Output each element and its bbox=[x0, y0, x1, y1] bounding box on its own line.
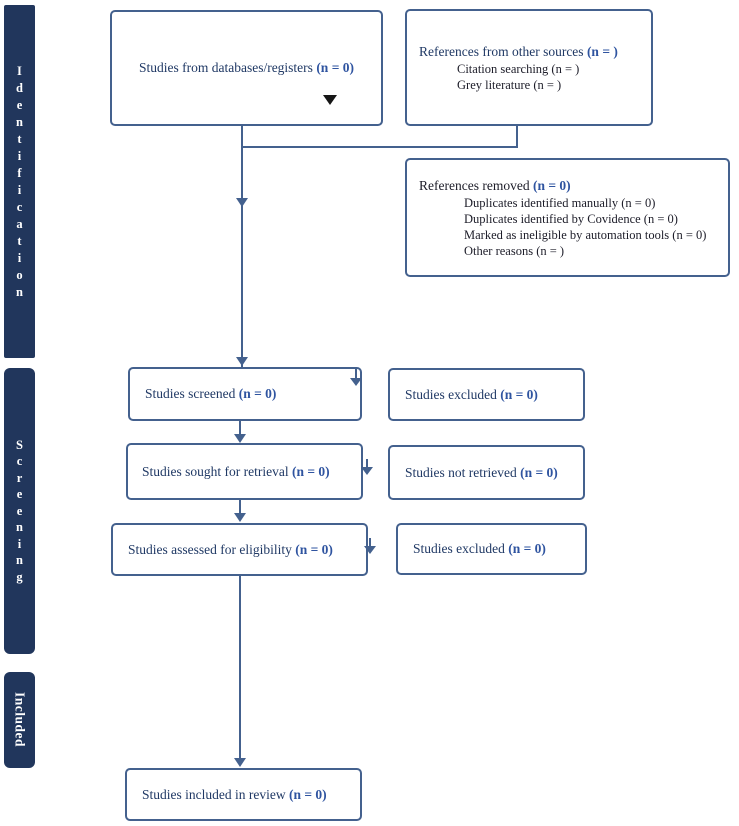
box-studies-sought bbox=[126, 443, 363, 500]
box-studies-excluded-screening bbox=[388, 368, 585, 421]
box-studies-assessed bbox=[111, 523, 368, 576]
box-title: References from other sources bbox=[419, 43, 584, 59]
box-count: (n = 0) bbox=[316, 60, 355, 75]
box-count: (n = ) bbox=[586, 43, 618, 59]
down-triangle-icon bbox=[323, 95, 337, 105]
stage-label-included: Included bbox=[12, 692, 28, 748]
box-studies-sought-text bbox=[128, 463, 361, 481]
box-references-other-sources-text bbox=[407, 43, 651, 61]
box-studies-screened-text bbox=[130, 385, 360, 403]
removed-item-other: Other reasons (n = ) bbox=[464, 243, 565, 258]
box-count: (n = 0) bbox=[532, 177, 571, 193]
arrowhead-sought-notretrieved bbox=[361, 467, 373, 475]
box-studies-from-databases bbox=[110, 10, 383, 126]
box-studies-from-databases-text bbox=[112, 59, 381, 77]
box-title: Studies not retrieved bbox=[405, 464, 517, 480]
connector-other-sources-drop bbox=[516, 125, 518, 148]
box-references-other-sources bbox=[405, 9, 653, 126]
box-title: Studies screened bbox=[145, 386, 236, 401]
box-count: (n = 0) bbox=[500, 386, 538, 402]
connector-assessed-to-included bbox=[239, 576, 241, 759]
box-count: (n = 0) bbox=[520, 464, 558, 480]
box-title: Studies from databases/registers bbox=[138, 60, 313, 75]
box-studies-screened bbox=[128, 367, 362, 421]
arrowhead-main-mid bbox=[236, 198, 248, 207]
box-count: (n = 0) bbox=[295, 541, 333, 557]
arrowhead-into-screened bbox=[236, 357, 248, 366]
removed-item-dup-covidence: Duplicates identified by Covidence (n = 0) bbox=[464, 211, 678, 226]
box-studies-assessed-text bbox=[113, 541, 366, 559]
box-title: Studies assessed for eligibility bbox=[128, 541, 292, 557]
box-count: (n = 0) bbox=[288, 786, 327, 802]
connector-horizontal-join bbox=[241, 146, 518, 148]
connector-sought-to-assessed bbox=[239, 500, 241, 514]
box-studies-excluded-eligibility bbox=[396, 523, 587, 575]
stage-bar-included bbox=[4, 672, 35, 768]
stage-label-identification: I d e n t i f i c a t i o n bbox=[16, 63, 23, 299]
stage-bar-identification bbox=[4, 5, 35, 358]
other-sources-item-citation: Citation searching (n = ) bbox=[457, 61, 580, 76]
connector-main-vertical bbox=[241, 125, 243, 367]
removed-item-dup-manual: Duplicates identified manually (n = 0) bbox=[464, 195, 656, 210]
other-sources-item-grey: Grey literature (n = ) bbox=[457, 77, 562, 92]
arrowhead-assessed-excluded bbox=[364, 546, 376, 554]
box-title: References removed bbox=[419, 177, 530, 193]
box-title: Studies included in review bbox=[142, 786, 286, 802]
box-studies-not-retrieved bbox=[388, 445, 585, 500]
box-studies-excluded-screening-text bbox=[390, 386, 583, 404]
stage-label-screening: S c r e e n i n g bbox=[16, 437, 23, 584]
box-references-removed bbox=[405, 158, 730, 277]
box-count: (n = 0) bbox=[508, 541, 546, 556]
box-references-removed-text bbox=[407, 177, 728, 195]
arrowhead-screened-excluded bbox=[350, 378, 362, 386]
box-title: Studies excluded bbox=[413, 541, 505, 556]
arrowhead-into-included bbox=[234, 758, 246, 767]
box-studies-not-retrieved-text bbox=[390, 464, 583, 482]
box-title: Studies excluded bbox=[405, 386, 497, 402]
box-studies-excluded-eligibility-text bbox=[398, 540, 585, 558]
box-studies-included bbox=[125, 768, 362, 821]
connector-screened-to-sought bbox=[239, 421, 241, 435]
removed-item-automation: Marked as ineligible by automation tools (n = 0) bbox=[464, 227, 707, 242]
box-count: (n = 0) bbox=[238, 386, 277, 401]
stage-bar-screening bbox=[4, 368, 35, 654]
arrowhead-into-sought bbox=[234, 434, 246, 443]
arrowhead-into-assessed bbox=[234, 513, 246, 522]
box-title: Studies sought for retrieval bbox=[142, 463, 289, 479]
box-count: (n = 0) bbox=[291, 463, 330, 479]
box-studies-included-text bbox=[127, 786, 360, 804]
